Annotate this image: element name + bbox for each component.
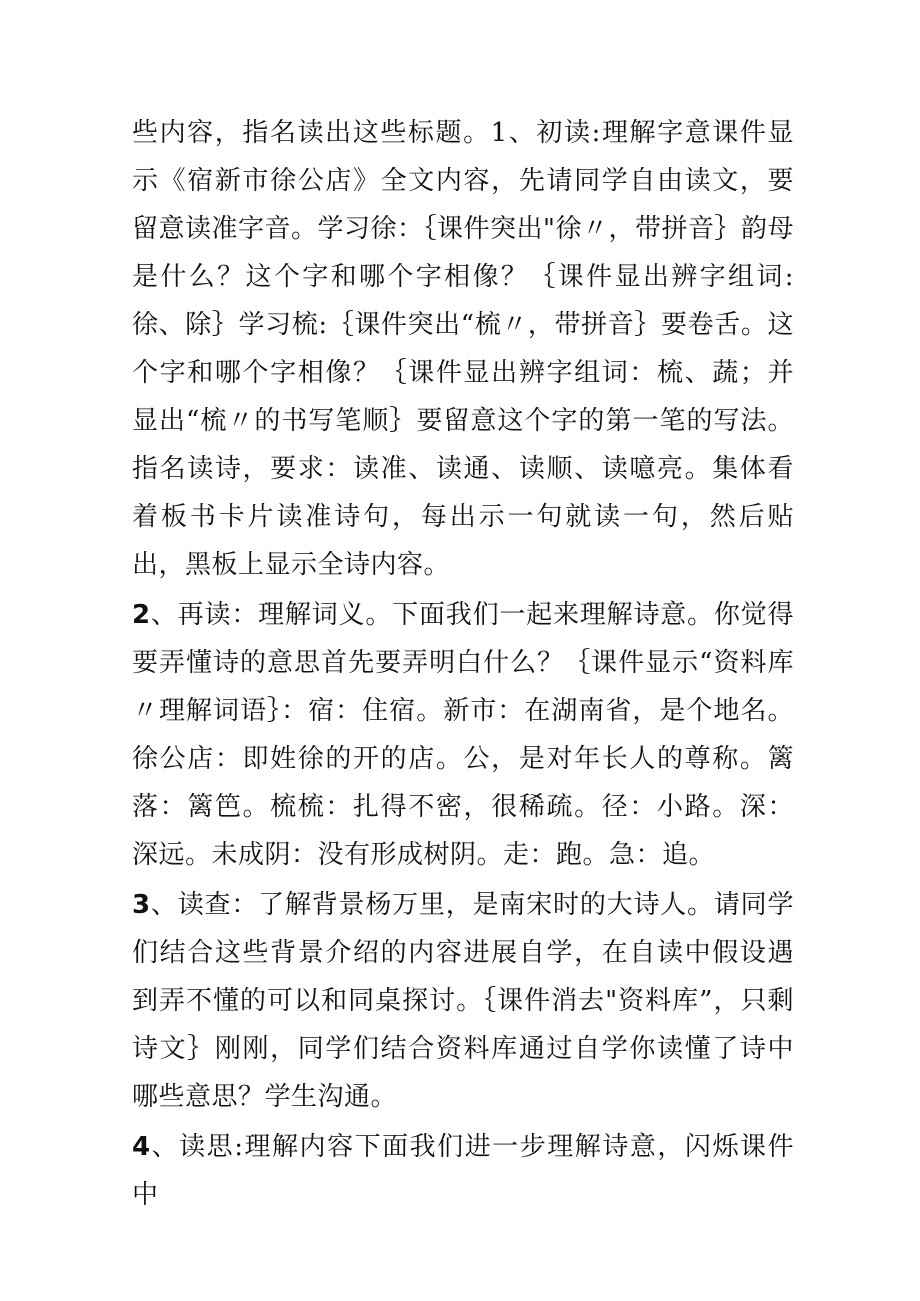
paragraph-4-number: 4 xyxy=(132,1132,151,1162)
document-body xyxy=(132,109,794,1219)
paragraph-2 xyxy=(132,591,794,879)
paragraph-3-number: 3 xyxy=(132,890,151,920)
paragraph-4 xyxy=(132,1123,794,1219)
paragraph-3 xyxy=(132,881,794,1121)
paragraph-4-text: 、读思:理解内容下面我们进一步理解诗意，闪烁课件中 xyxy=(132,1132,794,1210)
paragraph-2-number: 2 xyxy=(132,600,151,630)
paragraph-1 xyxy=(132,109,794,589)
paragraph-2-text: 、再读：理解词义。下面我们一起来理解诗意。你觉得要弄懂诗的意思首先要弄明白什么？｛课件显示“资料库〃理解词语｝：宿：住宿。新市：在湖南省，是个地名。徐公店：即姓徐的开的店。公，是对年长人的尊称。篱落：篱笆。梳梳：扎得不密，很稀疏。径：小路。深：深远。未成阴：没有形成树阴。走：跑。急：追。 xyxy=(132,600,794,870)
paragraph-3-text: 、读查：了解背景杨万里，是南宋时的大诗人。请同学们结合这些背景介绍的内容进展自学，在自读中假设遇到弄不懂的可以和同桌探讨。｛课件消去"资料库”，只剩诗文｝刚刚，同学们结合资料库通过自学你读懂了诗中哪些意思？学生沟通。 xyxy=(132,890,794,1112)
paragraph-1-text: 些内容，指名读出这些标题。1、初读:理解字意课件显示《宿新市徐公店》全文内容，先请同学自由读文，要留意读准字音。学习徐：｛课件突出"徐〃，带拼音｝韵母是什么？这个字和哪个字相像？｛课件显出辨字组词:徐、除｝学习梳:｛课件突出“梳〃，带拼音｝要卷舌。这个字和哪个字相像？｛课件显出辨字组词：梳、蔬；并显出“梳〃的书写笔顺｝要留意这个字的第一笔的写法。指名读诗，要求：读准、读通、读顺、读噫亮。集体看着板书卡片读准诗句，每出示一句就读一句，然后贴出，黑板上显示全诗内容。 xyxy=(132,118,794,580)
